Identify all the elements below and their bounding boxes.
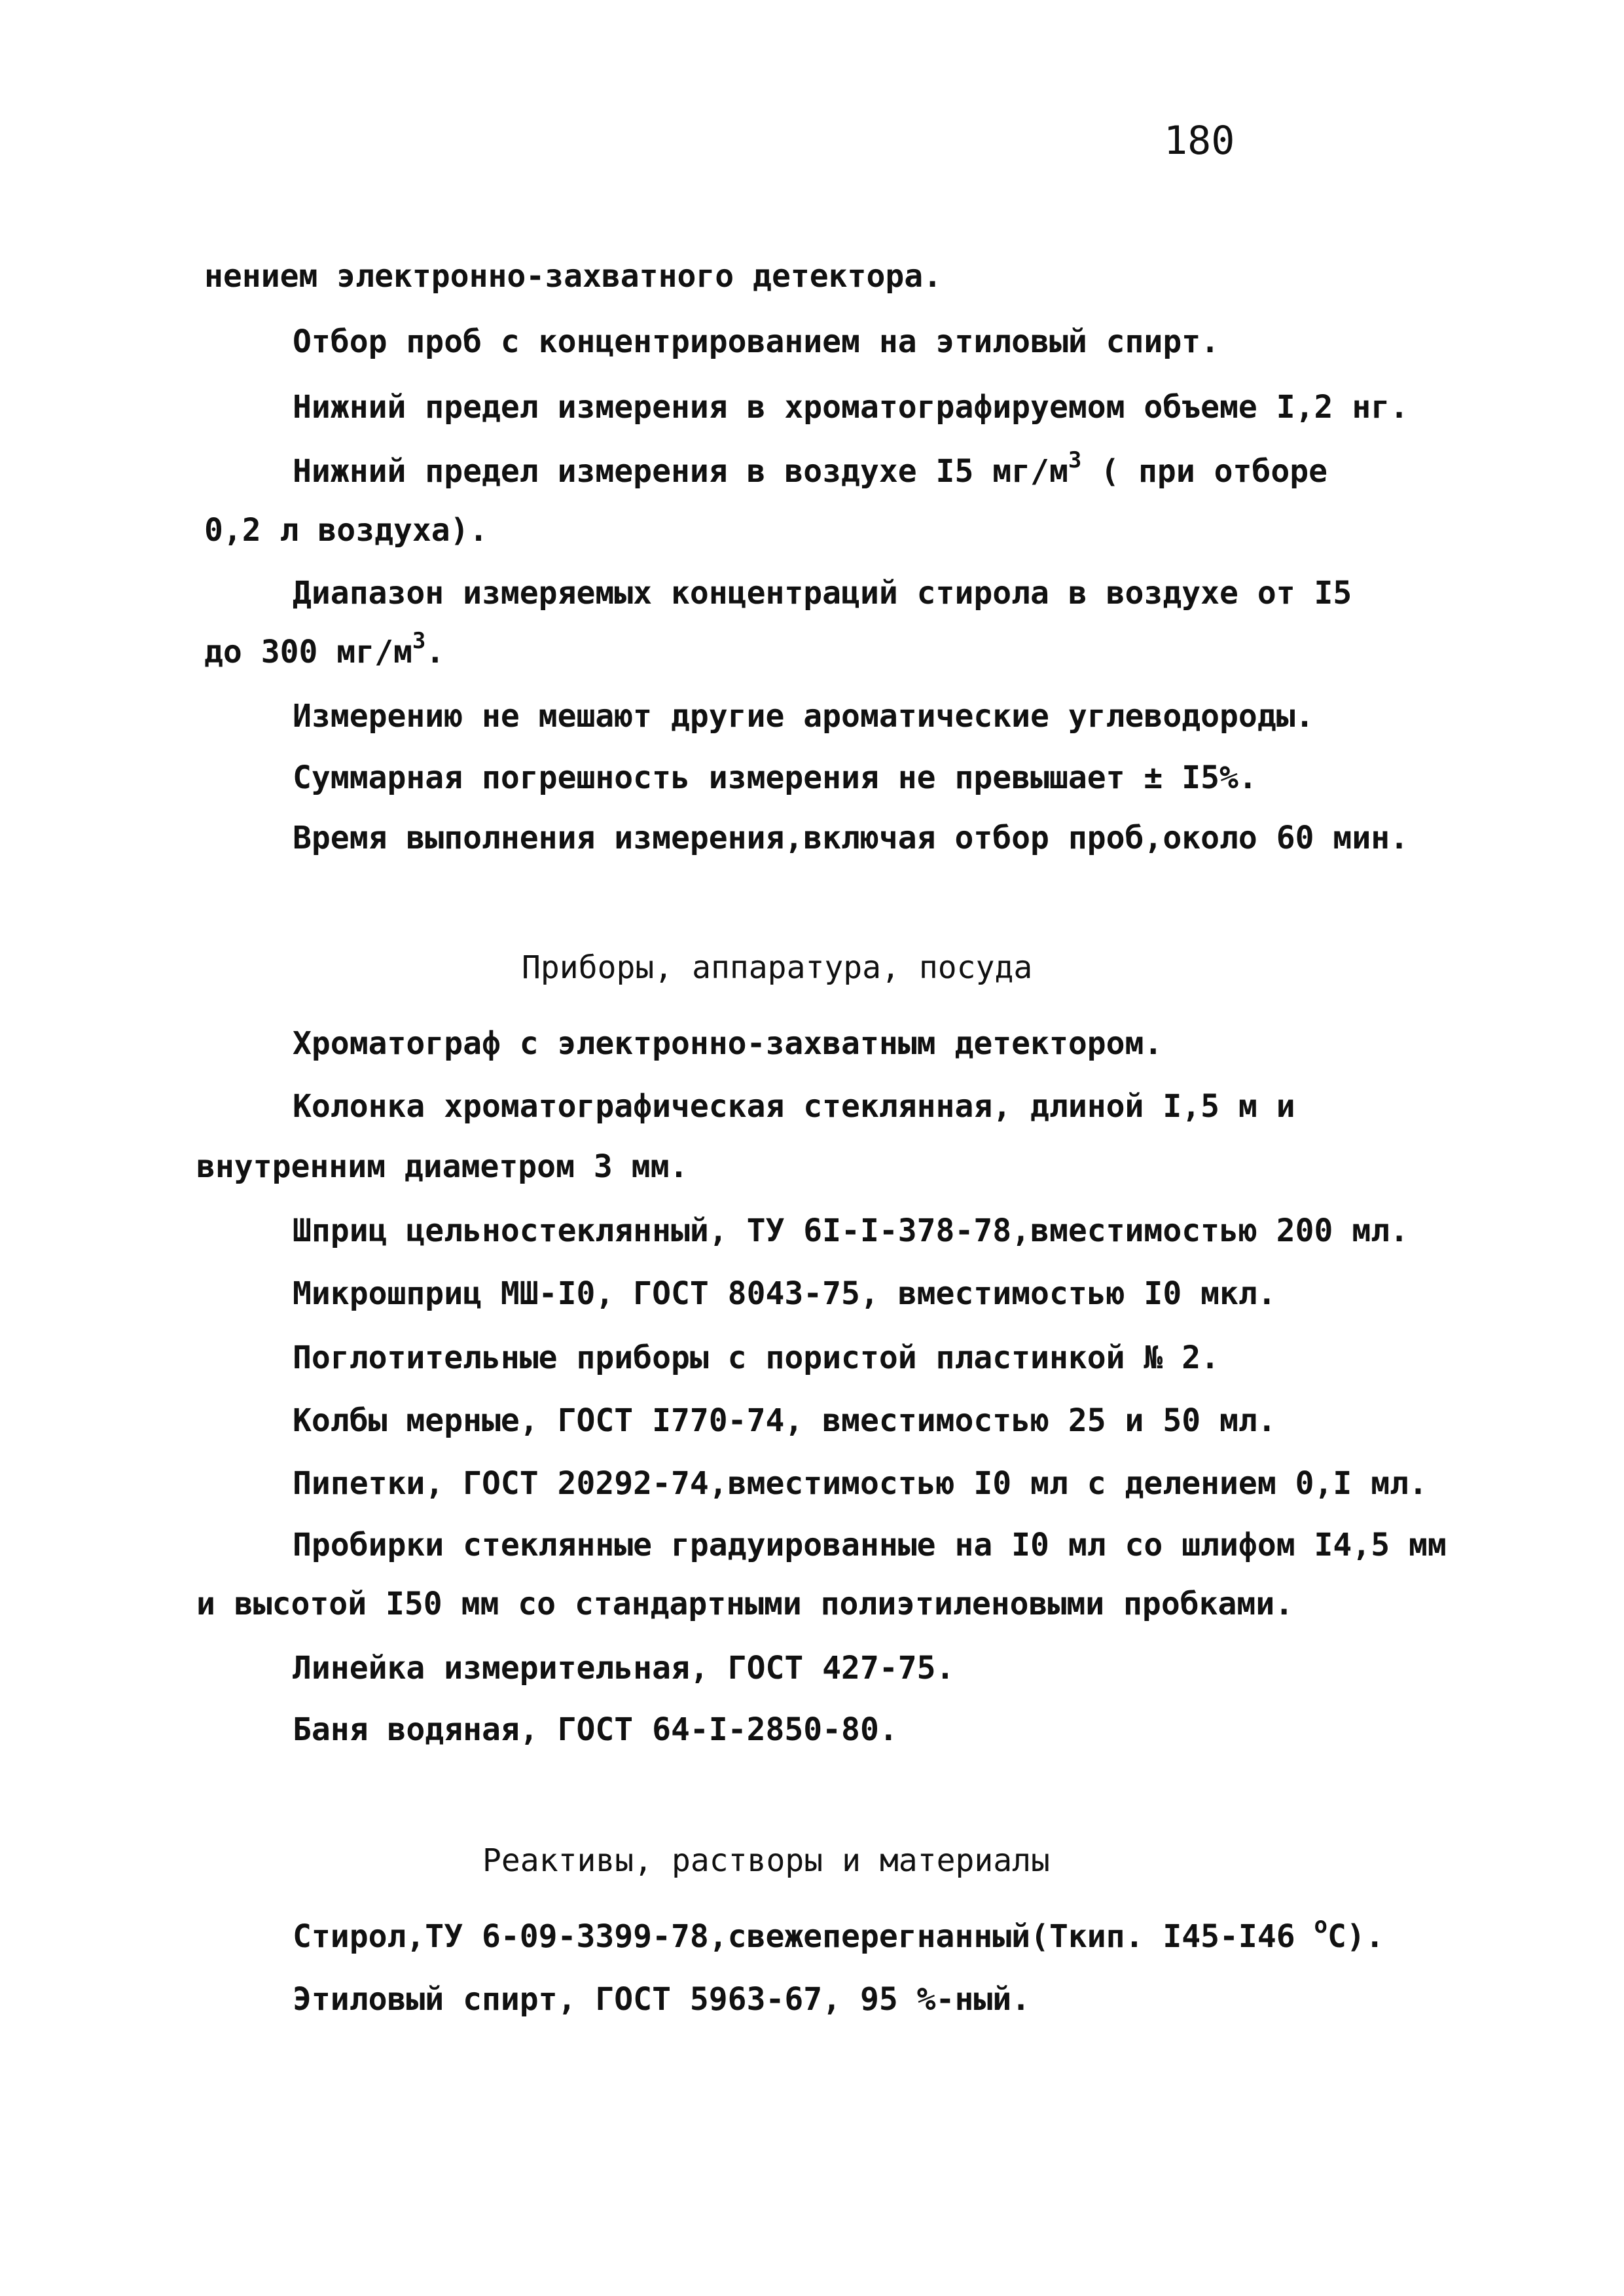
- text-fragment: Нижний предел измерения в воздухе I5 мг/м: [293, 453, 1068, 490]
- text-line: Поглотительные приборы с пористой пластинкой № 2.: [293, 1339, 1220, 1376]
- superscript: 3: [412, 628, 426, 654]
- text-line: Пробирки стеклянные градуированные на I0 мл со шлифом I4,5 мм: [293, 1527, 1447, 1563]
- text-line: Отбор проб с концентрированием на этиловый спирт.: [293, 323, 1220, 360]
- text-line: Нижний предел измерения в хроматографируемом объеме I,2 нг.: [293, 389, 1409, 426]
- section-heading: Реактивы, растворы и материалы: [482, 1842, 1050, 1879]
- text-line: Хроматограф с электронно-захватным детектором.: [293, 1025, 1163, 1062]
- text-fragment: Стирол,ТУ 6-09-3399-78,свежеперегнанный(Ткип. I45-I46: [293, 1918, 1314, 1955]
- superscript: о: [1314, 1912, 1327, 1939]
- text-line: 0,2 л воздуха).: [204, 512, 488, 549]
- text-line: Колбы мерные, ГОСТ I770-74, вместимостью 25 и 50 мл.: [293, 1402, 1276, 1439]
- text-line: [293, 447, 1328, 491]
- text-line: Диапазон измеряемых концентраций стирола в воздухе от I5: [293, 575, 1352, 611]
- section-heading: Приборы, аппаратура, посуда: [522, 949, 1033, 986]
- text-line: внутренним диаметром 3 мм.: [196, 1148, 689, 1185]
- text-line: Этиловый спирт, ГОСТ 5963-67, 95 %-ный.: [293, 1981, 1031, 2018]
- text-line: Колонка хроматографическая стеклянная, длиной I,5 м и: [293, 1088, 1295, 1125]
- text-line: и высотой I50 мм со стандартными полиэтиленовыми пробками.: [196, 1586, 1294, 1622]
- text-fragment: С).: [1327, 1918, 1384, 1955]
- text-line: [293, 1912, 1384, 1956]
- text-line: Измерению не мешают другие ароматические углеводороды.: [293, 698, 1314, 735]
- text-line: [204, 628, 445, 672]
- superscript: 3: [1068, 447, 1082, 473]
- text-line: Время выполнения измерения,включая отбор проб,около 60 мин.: [293, 820, 1409, 856]
- text-fragment: до 300 мг/м: [204, 634, 412, 670]
- page-number: 180: [1164, 118, 1235, 164]
- text-fragment: ( при отборе: [1081, 453, 1328, 490]
- text-line: нением электронно-захватного детектора.: [204, 258, 943, 295]
- text-line: Шприц цельностеклянный, ТУ 6I-I-378-78,вместимостью 200 мл.: [293, 1212, 1409, 1249]
- text-line: Суммарная погрешность измерения не превышает ± I5%.: [293, 759, 1257, 796]
- text-line: Микрошприц МШ-I0, ГОСТ 8043-75, вместимостью I0 мкл.: [293, 1275, 1276, 1312]
- text-line: Линейка измерительная, ГОСТ 427-75.: [293, 1650, 955, 1686]
- text-line: Пипетки, ГОСТ 20292-74,вместимостью I0 мл с делением 0,I мл.: [293, 1465, 1428, 1502]
- text-line: Баня водяная, ГОСТ 64-I-2850-80.: [293, 1711, 898, 1748]
- text-fragment: .: [425, 634, 445, 670]
